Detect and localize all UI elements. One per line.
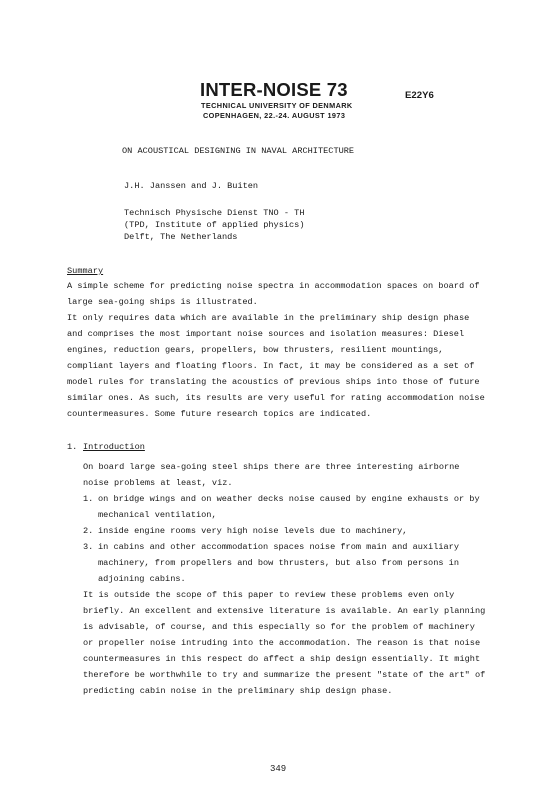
affiliation-line: Technisch Physische Dienst TNO - TH — [124, 208, 305, 218]
list-item-number: 1. — [83, 494, 94, 504]
intro-line: On board large sea-going steel ships there are three interesting airborne — [83, 462, 460, 472]
list-item-line: adjoining cabins. — [98, 574, 186, 584]
paper-code: E22Y6 — [405, 90, 434, 101]
affiliation-line: (TPD, Institute of applied physics) — [124, 220, 305, 230]
page-number: 349 — [270, 764, 287, 774]
body-line: is advisable, of course, and this especially so for the problem of machinery — [83, 622, 475, 632]
summary-line: and comprises the most important noise sources and isolation measures: Diesel — [67, 329, 465, 339]
list-item-number: 2. — [83, 526, 94, 536]
authors: J.H. Janssen and J. Buiten — [124, 181, 259, 191]
body-line: predicting cabin noise in the preliminary ship design phase. — [83, 686, 393, 696]
body-line: It is outside the scope of this paper to review these problems even only — [83, 590, 455, 600]
affiliation-line: Delft, The Netherlands — [124, 232, 238, 242]
paper-title: ON ACOUSTICAL DESIGNING IN NAVAL ARCHITECTURE — [122, 146, 355, 156]
list-item-line: machinery, from propellers and bow thrusters, but also from persons in — [98, 558, 459, 568]
list-item-line: mechanical ventilation, — [98, 510, 217, 520]
section-heading: Introduction — [83, 442, 145, 452]
summary-heading: Summary — [67, 266, 104, 276]
list-item-line: on bridge wings and on weather decks noise caused by engine exhausts or by — [98, 494, 480, 504]
list-item-line: in cabins and other accommodation spaces noise from main and auxiliary — [98, 542, 459, 552]
summary-line: compliant layers and floating floors. In fact, it may be considered as a set of — [67, 361, 475, 371]
intro-line: noise problems at least, viz. — [83, 478, 233, 488]
summary-line: It only requires data which are available in the preliminary ship design phase — [67, 313, 470, 323]
summary-line: countermeasures. Some future research topics are indicated. — [67, 409, 372, 419]
summary-line: model rules for translating the acoustics of previous ships into those of future — [67, 377, 480, 387]
institution-line: TECHNICAL UNIVERSITY OF DENMARK — [201, 101, 353, 110]
location-dates-line: COPENHAGEN, 22.-24. AUGUST 1973 — [203, 111, 346, 120]
section-number: 1. — [67, 442, 78, 452]
summary-line: similar ones. As such, its results are very useful for rating accommodation noise — [67, 393, 485, 403]
body-line: countermeasures in this respect do affect a ship design essentially. It might — [83, 654, 481, 664]
list-item-number: 3. — [83, 542, 94, 552]
body-line: or propeller noise intruding into the accommodation. The reason is that noise — [83, 638, 481, 648]
summary-line: engines, reduction gears, propellers, bow thrusters, resilient mountings, — [67, 345, 444, 355]
body-line: therefore be worthwhile to try and summarize the present "state of the art" of — [83, 670, 486, 680]
list-item-line: inside engine rooms very high noise levels due to machinery, — [98, 526, 408, 536]
conference-title: INTER-NOISE 73 — [200, 79, 348, 100]
summary-line: A simple scheme for predicting noise spectra in accommodation spaces on board of — [67, 281, 480, 291]
summary-line: large sea-going ships is illustrated. — [67, 297, 258, 307]
body-line: briefly. An excellent and extensive literature is available. An early planning — [83, 606, 486, 616]
